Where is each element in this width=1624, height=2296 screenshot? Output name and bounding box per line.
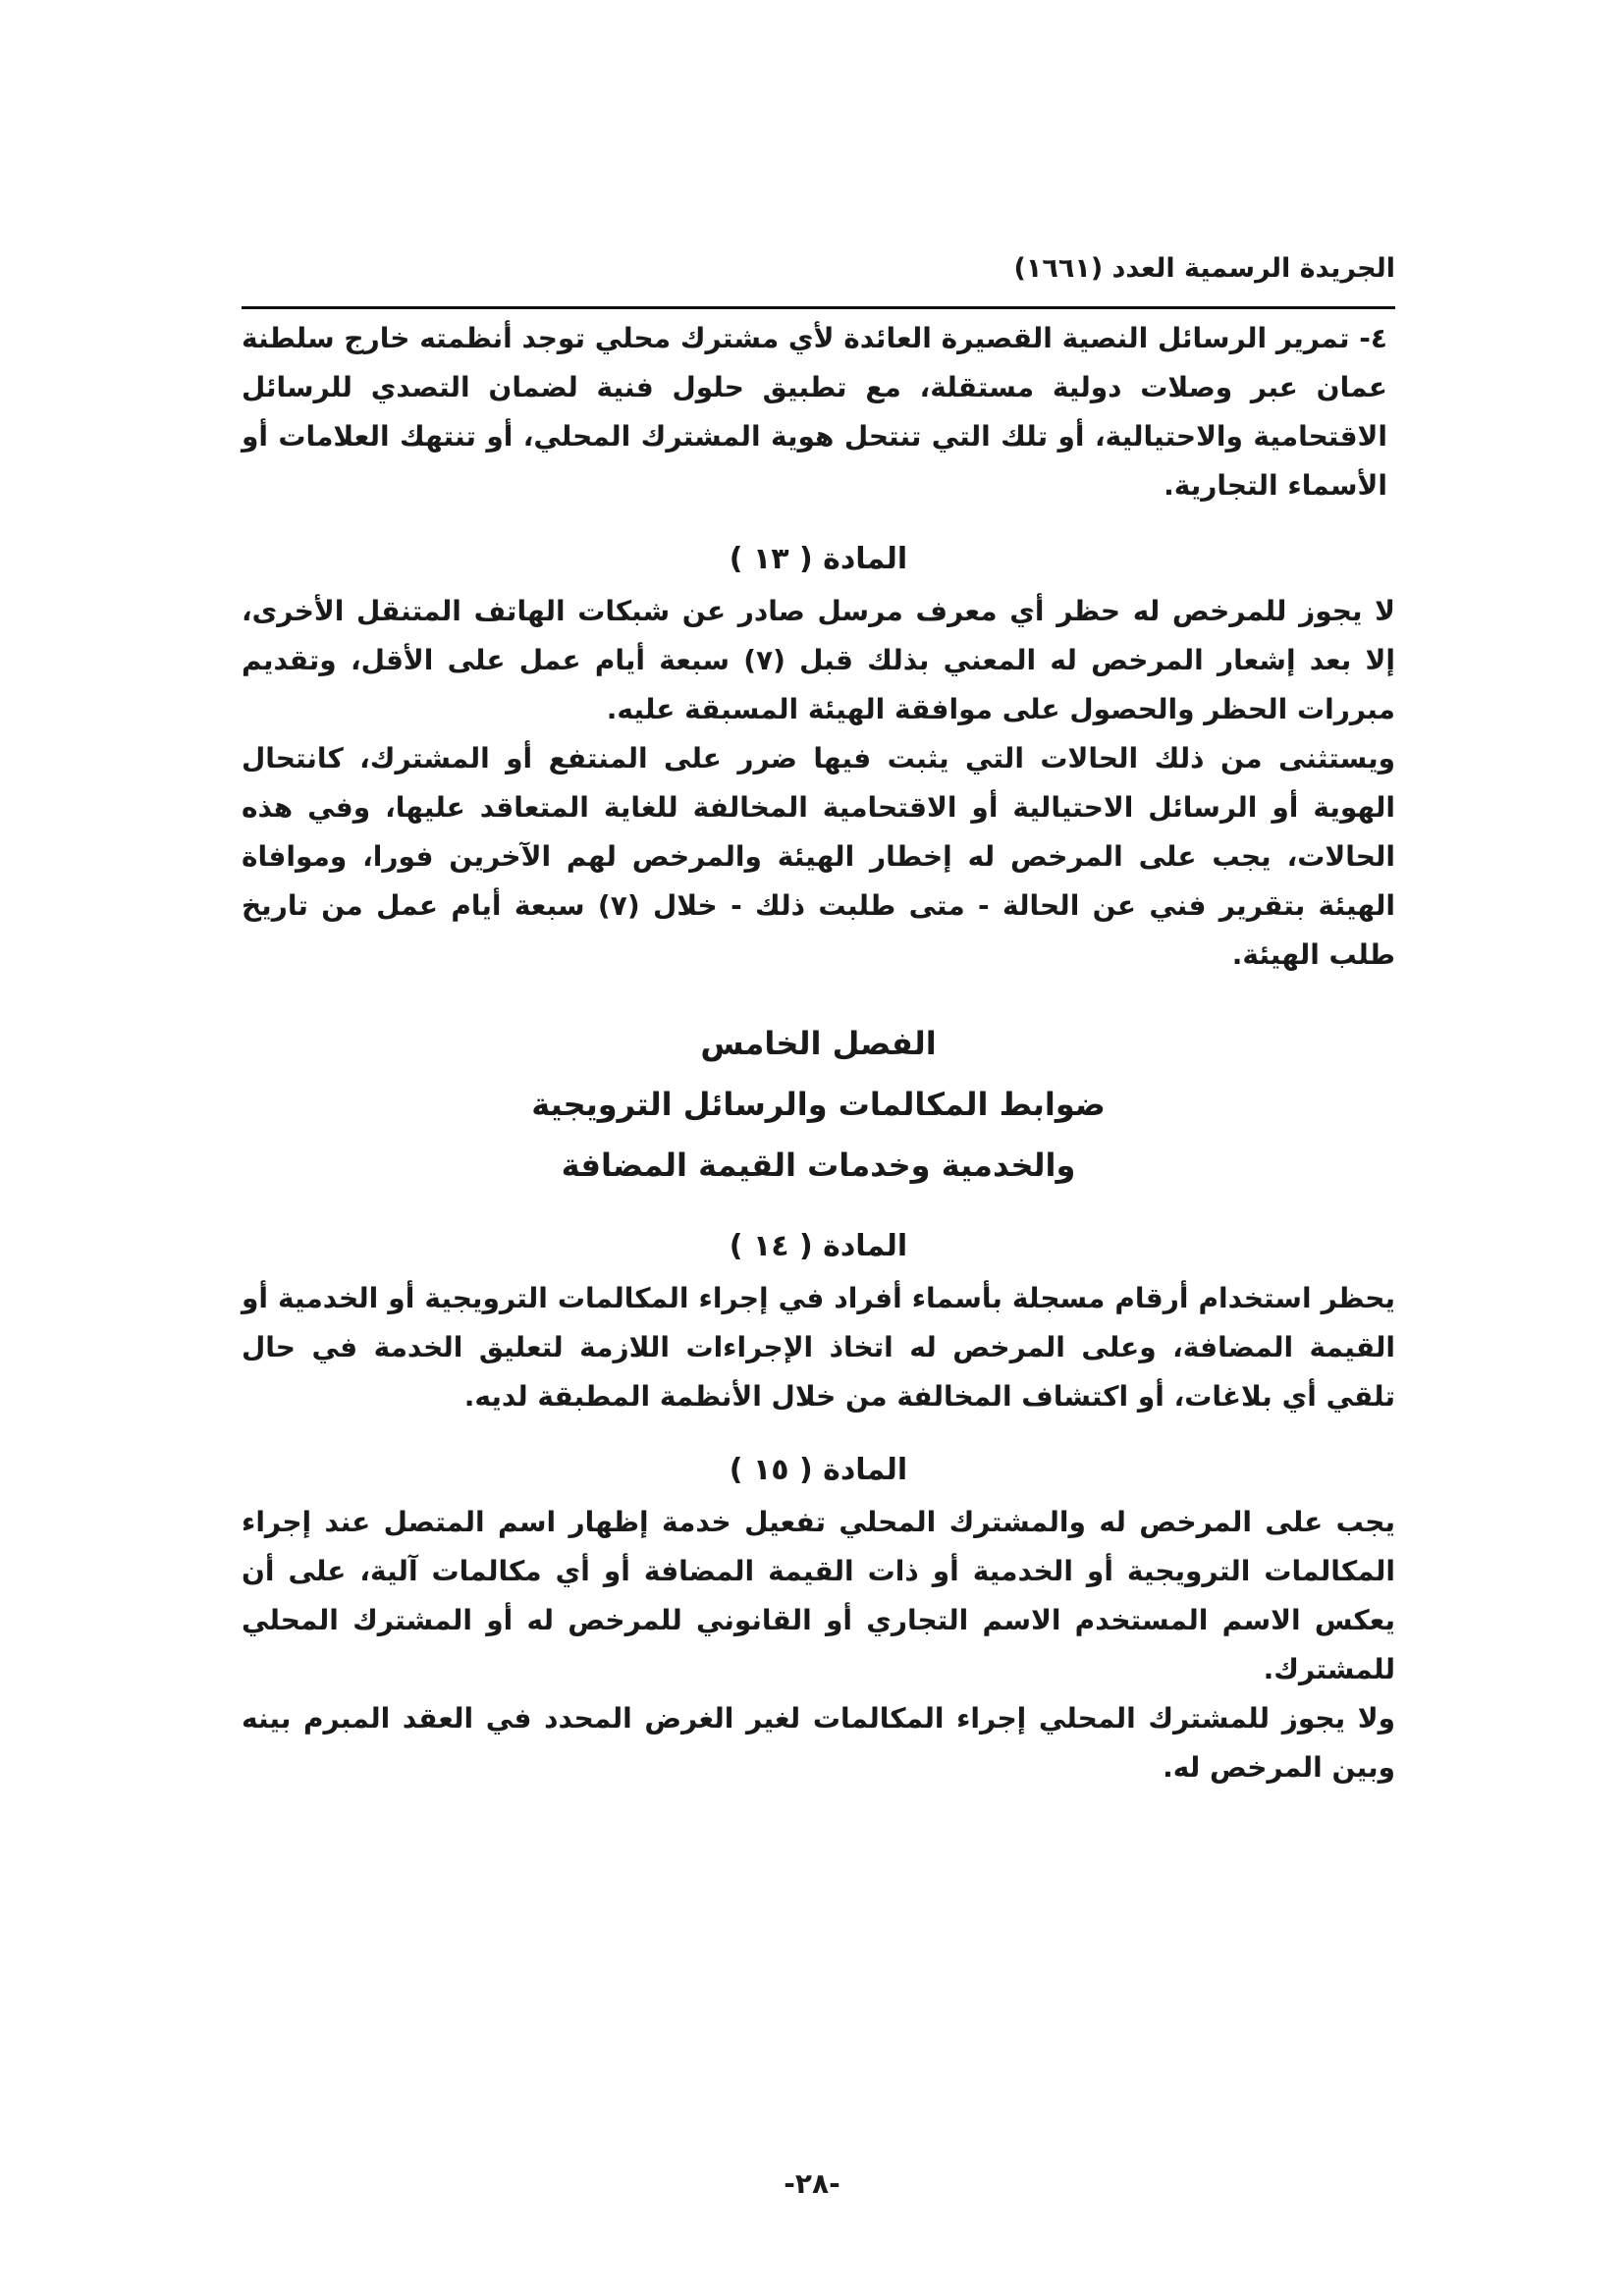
- article-15-paragraph-2: ولا يجوز للمشترك المحلي إجراء المكالمات لغير الغرض المحدد في العقد المبرم بينه وبين المرخص له.: [242, 1702, 1395, 1784]
- article-13-paragraph-1: لا يجوز للمرخص له حظر أي معرف مرسل صادر عن شبكات الهاتف المتنقل الأخرى، إلا بعد إشعار المرخص له المعني بذلك قبل (٧) سبعة أيام عمل على الأقل، وتقديم مبررات الحظر والحصول على موافقة الهيئة المسبقة عليه.: [242, 595, 1395, 725]
- article-15-title: المادة ( ١٥ ): [729, 1453, 908, 1487]
- header-rule: [242, 306, 1395, 309]
- article-15-paragraph-1: يجب على المرخص له والمشترك المحلي تفعيل خدمة إظهار اسم المتصل عند إجراء المكالمات الترويجية أو الخدمية أو ذات القيمة المضافة أو أي مكالمات آلية، على أن يعكس الاسم المستخدم الاسم التجاري أو القانوني للمرخص له أو المشترك المحلي للمشترك.: [242, 1506, 1395, 1685]
- page-content: [242, 314, 1395, 1792]
- article-13-title: المادة ( ١٣ ): [729, 542, 908, 576]
- chapter-5-title-line-1: ضوابط المكالمات والرسائل الترويجية: [531, 1086, 1106, 1123]
- article-14-paragraph-1: يحظر استخدام أرقام مسجلة بأسماء أفراد في إجراء المكالمات الترويجية أو الخدمية أو القيمة المضافة، وعلى المرخص له اتخاذ الإجراءات اللازمة لتعليق الخدمة في حال تلقي أي بلاغات، أو اكتشاف المخالفة من خلال الأنظمة المطبقة لديه.: [242, 1282, 1395, 1413]
- page-header: الجريدة الرسمية العدد (١٦٦١): [1013, 253, 1395, 284]
- chapter-5-label: الفصل الخامس: [700, 1025, 937, 1062]
- list-item-4: ٤- تمرير الرسائل النصية القصيرة العائدة لأي مشترك محلي توجد أنظمته خارج سلطنة عمان عبر وصلات دولية مستقلة، مع تطبيق حلول فنية لضمان التصدي للرسائل الاقتحامية والاحتيالية، أو تلك التي تنتحل هوية المشترك المحلي، أو تنتهك العلامات أو الأسماء التجارية.: [242, 322, 1387, 502]
- chapter-5-title-line-2: والخدمية وخدمات القيمة المضافة: [561, 1147, 1076, 1184]
- page-number: -٢٨-: [784, 2167, 840, 2200]
- chapter-5-heading: [242, 1013, 1395, 1196]
- article-14-title: المادة ( ١٤ ): [729, 1229, 908, 1263]
- article-13-paragraph-2: ويستثنى من ذلك الحالات التي يثبت فيها ضرر على المنتفع أو المشترك، كانتحال الهوية أو الرسائل الاحتيالية أو الاقتحامية المخالفة للغاية المتعاقد عليها، وفي هذه الحالات، يجب على المرخص له إخطار الهيئة والمرخص لهم الآخرين فورا، وموافاة الهيئة بتقرير فني عن الحالة - متى طلبت ذلك - خلال (٧) سبعة أيام عمل من تاريخ طلب الهيئة.: [242, 742, 1395, 971]
